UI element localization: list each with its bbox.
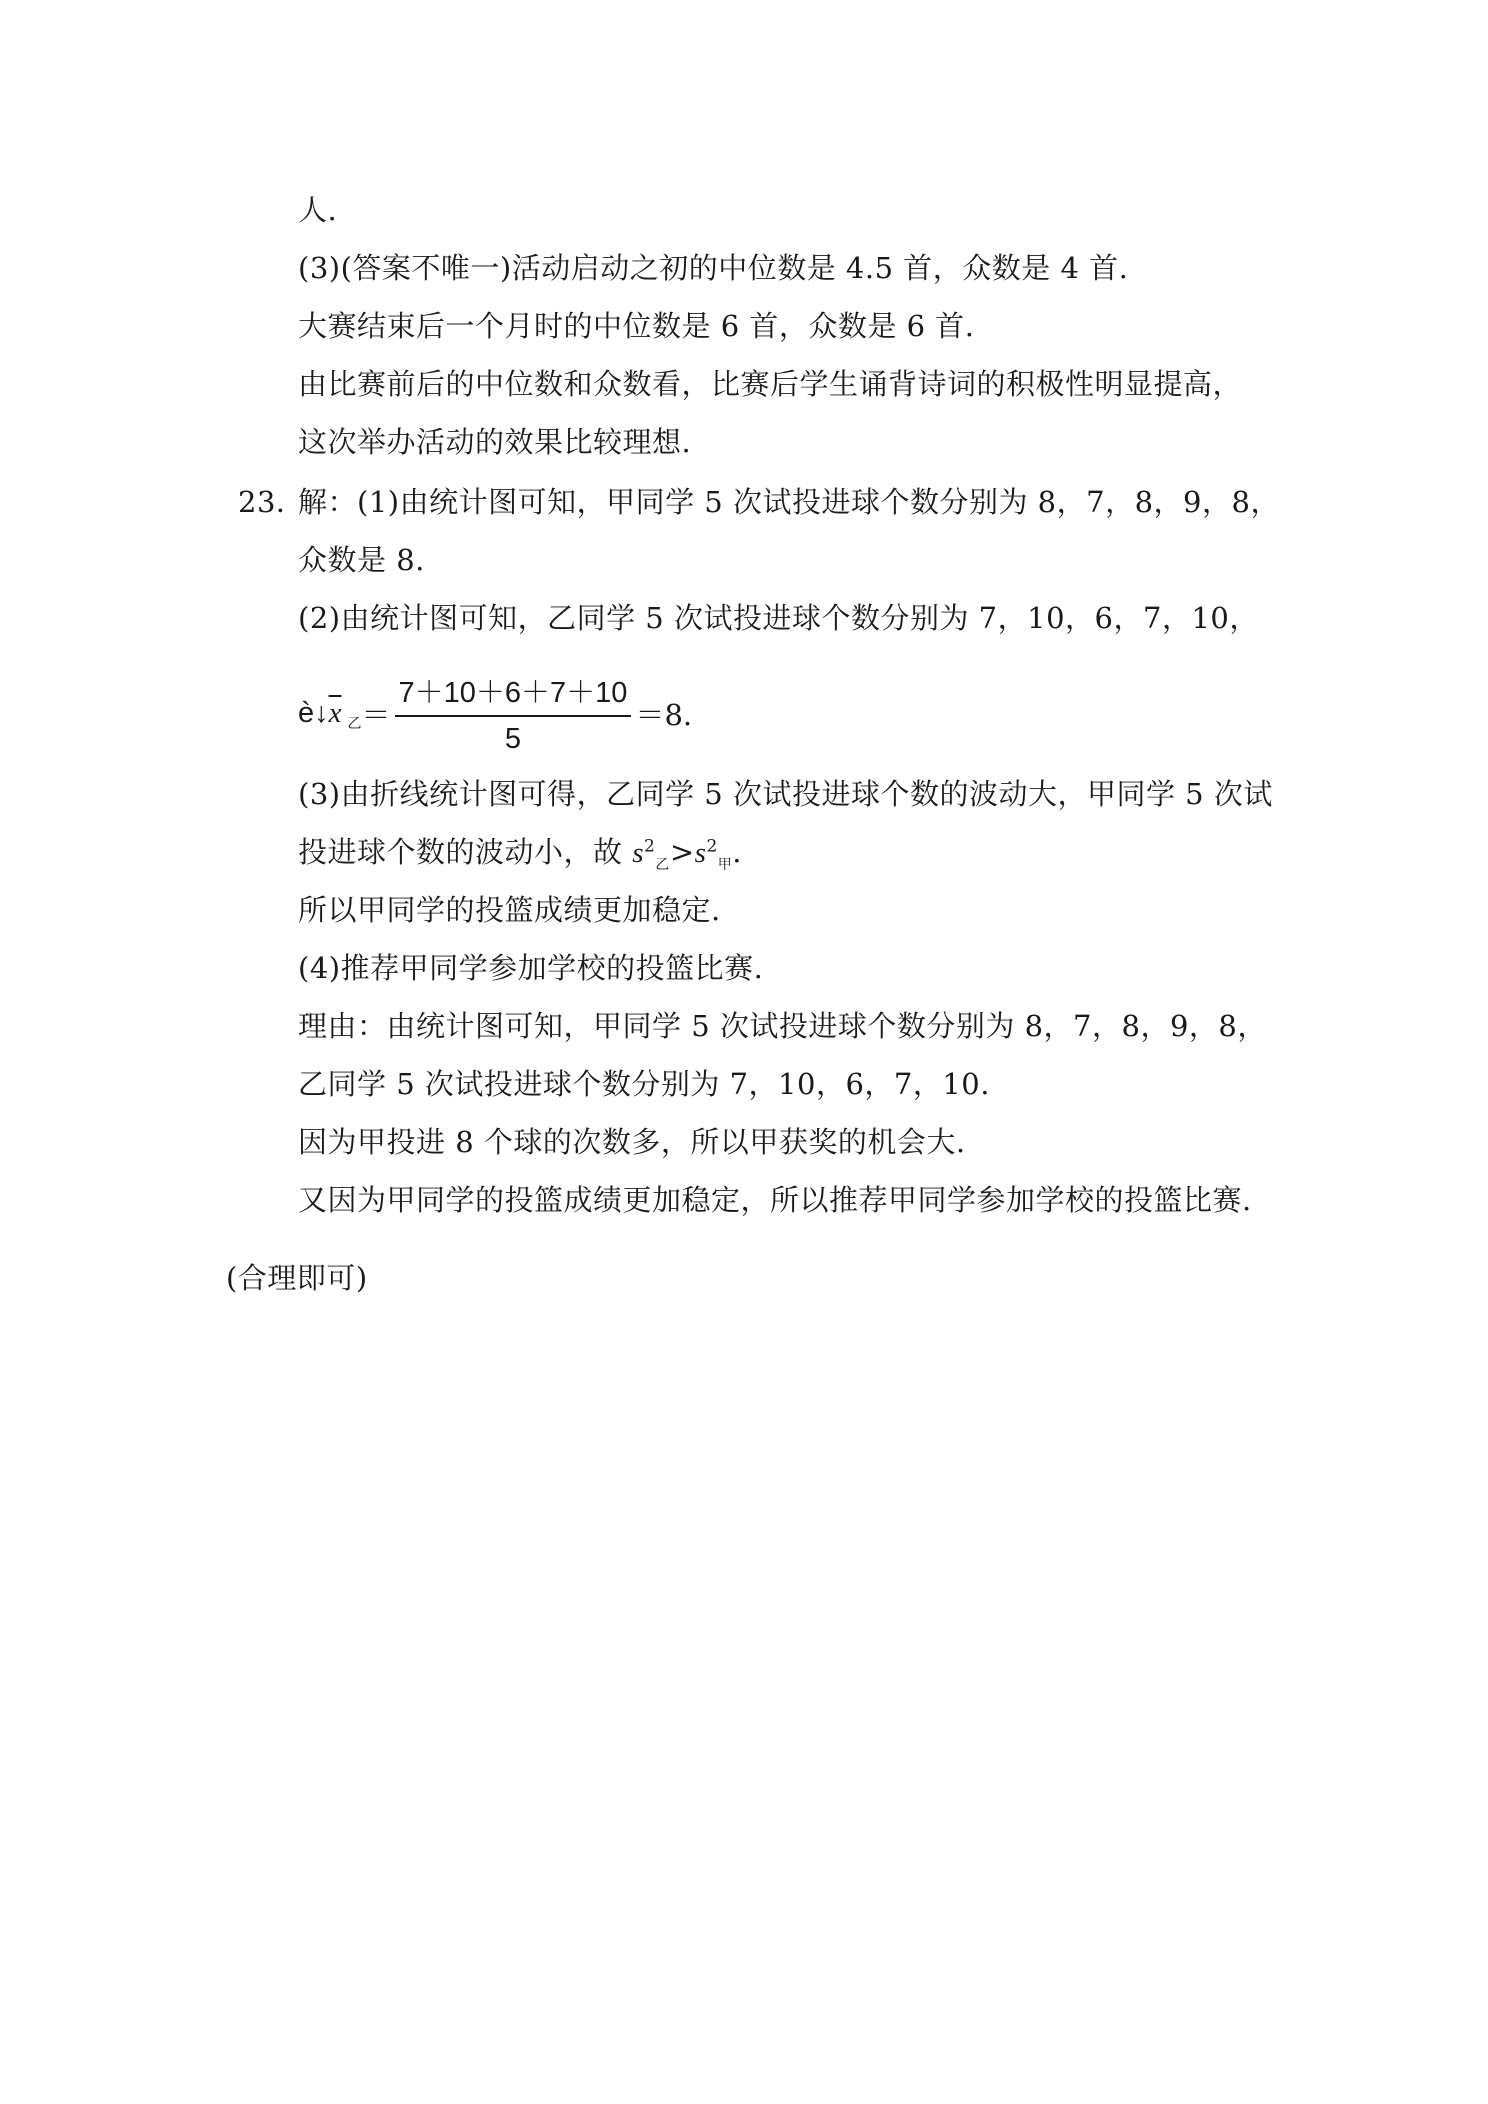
text-line: 因为甲投进 8 个球的次数多，所以甲获奖的机会大. <box>298 1125 966 1159</box>
mean-formula <box>298 668 692 758</box>
fraction-numerator: 7＋10＋6＋7＋10 <box>395 670 632 717</box>
mean-subscript: 乙 <box>347 716 362 732</box>
mean-symbol: $\overline{x}$ <box>328 696 342 729</box>
text-line: (4)推荐甲同学参加学校的投篮比赛. <box>298 951 764 985</box>
formula-prefix: è↓ <box>298 696 329 729</box>
text-line: 大赛结束后一个月时的中位数是 6 首，众数是 6 首. <box>298 309 975 343</box>
text-line: 这次举办活动的效果比较理想. <box>298 425 692 459</box>
subscript: 乙 <box>655 856 670 873</box>
text-line: 解：(1)由统计图可知，甲同学 5 次试投进球个数分别为 8，7，8，9，8， <box>298 485 1280 519</box>
text-line: 人. <box>298 193 338 227</box>
text-line: 众数是 8. <box>298 543 425 577</box>
variance-line <box>298 832 742 873</box>
text-line: (2)由统计图可知，乙同学 5 次试投进球个数分别为 7，10，6，7，10， <box>298 601 1259 635</box>
variance-symbol: s <box>694 837 707 869</box>
text-line: 理由：由统计图可知，甲同学 5 次试投进球个数分别为 8，7，8，9，8， <box>298 1009 1267 1043</box>
text-line: (3)由折线统计图可得，乙同学 5 次试投进球个数的波动大，甲同学 5 次试 <box>298 777 1273 811</box>
text-span: 投进球个数的波动小，故 <box>298 835 633 869</box>
text-line: 又因为甲同学的投篮成绩更加稳定，所以推荐甲同学参加学校的投篮比赛. <box>298 1183 1252 1217</box>
fraction <box>395 670 632 756</box>
superscript: 2 <box>706 836 718 857</box>
text-line: 乙同学 5 次试投进球个数分别为 7，10，6，7，10. <box>298 1067 990 1101</box>
text-line: 所以甲同学的投篮成绩更加稳定. <box>298 893 721 927</box>
text-line: (合理即可) <box>226 1261 368 1295</box>
formula-result: ＝8. <box>635 697 693 732</box>
text-line: 由比赛前后的中位数和众数看，比赛后学生诵背诗词的积极性明显提高， <box>298 367 1243 401</box>
question-number: 23． <box>238 485 306 519</box>
equals-sign: ＝ <box>361 697 391 732</box>
subscript: 甲 <box>717 856 733 873</box>
variance-symbol: s <box>632 837 645 869</box>
greater-than: > <box>669 835 695 869</box>
fraction-denominator: 5 <box>504 723 522 755</box>
superscript: 2 <box>644 836 656 857</box>
text-span: . <box>732 835 742 869</box>
text-line: (3)(答案不唯一)活动启动之初的中位数是 4.5 首，众数是 4 首. <box>298 251 1129 285</box>
